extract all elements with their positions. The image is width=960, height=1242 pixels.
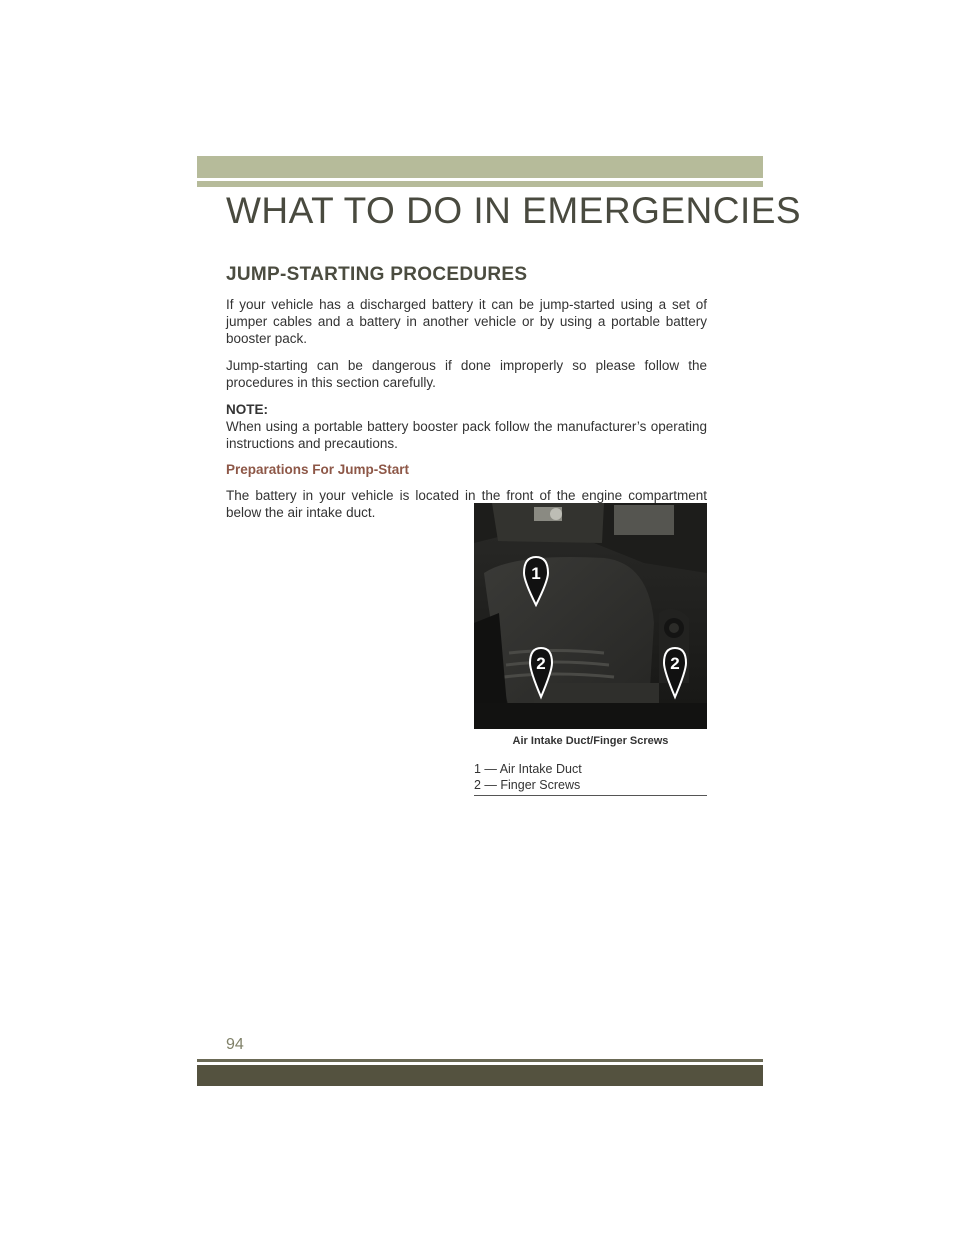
header-stripe	[197, 181, 763, 187]
intro-paragraph: If your vehicle has a discharged battery it can be jump-started using a set of jumper cables and a battery in another vehicle or by using a portable battery booster pack.	[226, 297, 707, 346]
legend-item: 2 — Finger Screws	[474, 778, 581, 792]
note-text: When using a portable battery booster pack follow the manufacturer’s operating instructions and precautions.	[226, 419, 707, 451]
note-label: NOTE:	[226, 402, 268, 417]
warning-paragraph: Jump-starting can be dangerous if done improperly so please follow the procedures in this section carefully.	[226, 358, 707, 390]
main-content	[226, 264, 707, 531]
legend-item: 1 — Air Intake Duct	[474, 762, 582, 776]
engine-compartment-photo	[474, 503, 707, 729]
battery-location-paragraph: The battery in your vehicle is located in the front of the engine compartment below the air intake duct.	[226, 488, 707, 520]
subheading: Preparations For Jump-Start	[226, 462, 410, 477]
footer-stripe	[197, 1059, 763, 1062]
page-number: 94	[226, 1036, 244, 1053]
callout-1-label: 1	[531, 564, 541, 583]
footer-band	[197, 1065, 763, 1086]
figure	[474, 503, 707, 796]
legend-divider	[474, 795, 707, 796]
callout-2-right-label: 2	[670, 654, 680, 673]
page-title: JUMP-STARTING PROCEDURES	[226, 264, 528, 285]
header-band	[197, 156, 763, 178]
figure-caption: Air Intake Duct/Finger Screws	[512, 735, 669, 747]
figure-legend	[474, 761, 707, 793]
callout-2-left-label: 2	[536, 654, 546, 673]
section-title: WHAT TO DO IN EMERGENCIES	[226, 190, 802, 231]
